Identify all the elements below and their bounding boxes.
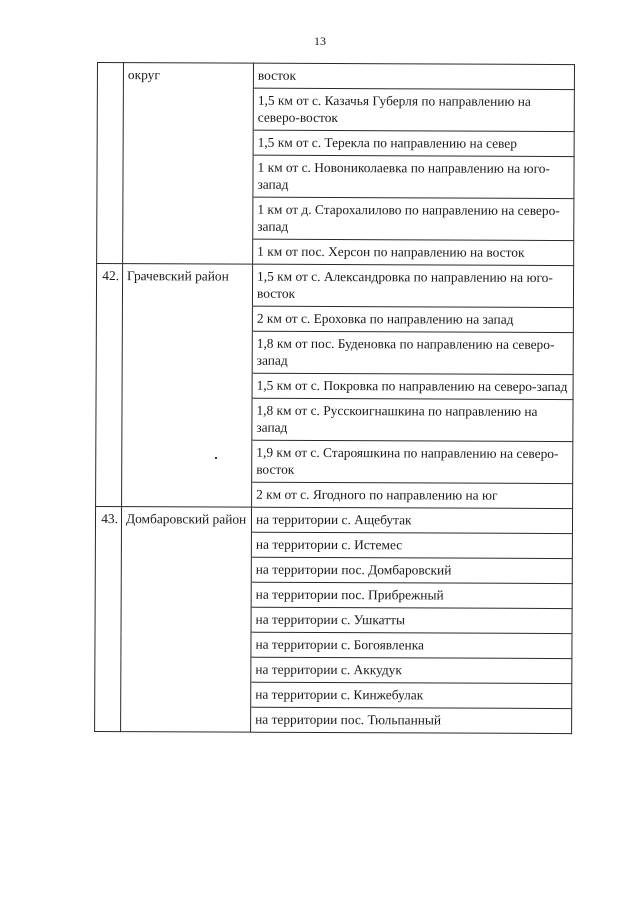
location-description: 1,5 км от с. Александровка по направлению на юго-восток [252, 264, 573, 307]
district-name [121, 707, 251, 733]
district-name: округ [123, 63, 253, 89]
location-description: 1,8 км от с. Русскоигнашкина по направлению на запад [252, 398, 573, 441]
table-row [95, 656, 572, 683]
table-row [97, 130, 574, 157]
location-description: 2 км от с. Ягодного по направлению на юг [252, 482, 573, 508]
district-name [121, 682, 251, 708]
table-row [95, 506, 572, 533]
district-name: Грачевский район [122, 264, 252, 307]
table-row [95, 681, 572, 708]
scan-speck [215, 457, 217, 459]
location-description: 1,9 км от с. Старояшкина по направлению на северо-восток [252, 440, 573, 483]
table-row [95, 581, 572, 608]
district-name [122, 331, 252, 374]
row-number [95, 681, 121, 706]
table-row [96, 481, 573, 508]
row-number [96, 481, 122, 506]
district-name [123, 155, 253, 198]
row-number [95, 656, 121, 681]
row-number [97, 239, 123, 264]
district-name [122, 440, 252, 483]
location-description: 1,5 км от с. Казачья Губерля по направлению на северо-восток [253, 88, 574, 131]
table-row [96, 330, 573, 374]
district-name [121, 607, 251, 633]
locations-table [94, 62, 575, 734]
district-name [121, 632, 251, 658]
row-number: 43. [95, 506, 121, 531]
row-number [95, 706, 121, 731]
table-row [95, 706, 572, 733]
table-body [95, 63, 575, 734]
row-number [96, 372, 122, 397]
table-row [97, 155, 574, 199]
district-name [122, 373, 252, 399]
table-row [96, 264, 573, 308]
district-name [121, 657, 251, 683]
row-number [97, 130, 123, 155]
row-number [96, 397, 122, 439]
location-description: 1,8 км от пос. Буденовка по направлению на северо-запад [252, 331, 573, 374]
location-description: на территории с. Аккудук [251, 657, 572, 683]
table-row [95, 556, 572, 583]
table-row [97, 239, 574, 266]
table-row [95, 606, 572, 633]
district-name [123, 197, 253, 240]
location-description: 2 км от с. Ероховка по направлению на запад [252, 306, 573, 332]
location-description: восток [253, 63, 574, 89]
table-row [97, 88, 574, 132]
district-name [122, 398, 252, 441]
row-number [96, 330, 122, 372]
row-number [95, 531, 121, 556]
district-name [122, 482, 252, 508]
row-number [95, 581, 121, 606]
location-description: 1 км от д. Старохалилово по направлению на северо-запад [253, 197, 574, 240]
location-description: 1,5 км от с. Терекла по направлению на север [253, 130, 574, 156]
row-number [95, 606, 121, 631]
district-name [122, 306, 252, 332]
district-name [121, 557, 251, 583]
row-number: 42. [96, 264, 122, 306]
table-row [96, 397, 573, 441]
location-description: на территории с. Истемес [251, 532, 572, 558]
location-description: на территории с. Богоявленка [251, 632, 572, 658]
row-number [97, 88, 123, 130]
district-name [123, 88, 253, 131]
location-description: на территории с. Ушкатты [251, 607, 572, 633]
row-number [96, 305, 122, 330]
district-name [121, 532, 251, 558]
location-description: 1 км от с. Новониколаевка по направлению на юго-запад [253, 155, 574, 198]
location-description: на территории пос. Тюльпанный [251, 707, 572, 733]
location-description: на территории пос. Домбаровский [251, 557, 572, 583]
page-number: 13 [314, 34, 326, 48]
table-row [97, 197, 574, 241]
location-description: 1,5 км от с. Покровка по направлению на северо-запад [252, 373, 573, 399]
location-description: 1 км от пос. Херсон по направлению на восток [253, 239, 574, 265]
district-name [123, 130, 253, 156]
row-number [95, 631, 121, 656]
district-name [123, 239, 253, 265]
table-row [96, 305, 573, 332]
row-number [97, 155, 123, 197]
table-row [96, 439, 573, 483]
row-number [97, 63, 123, 88]
district-name: Домбаровский район [121, 507, 251, 533]
district-name [121, 582, 251, 608]
location-description: на территории пос. Прибрежный [251, 582, 572, 608]
table-row [95, 631, 572, 658]
location-description: на территории с. Кинжебулак [251, 682, 572, 708]
table-row [96, 372, 573, 399]
row-number [96, 439, 122, 481]
table-row [95, 531, 572, 558]
row-number [95, 556, 121, 581]
location-description: на территории с. Ащебутак [251, 507, 572, 533]
row-number [97, 197, 123, 239]
table-row [97, 63, 574, 90]
